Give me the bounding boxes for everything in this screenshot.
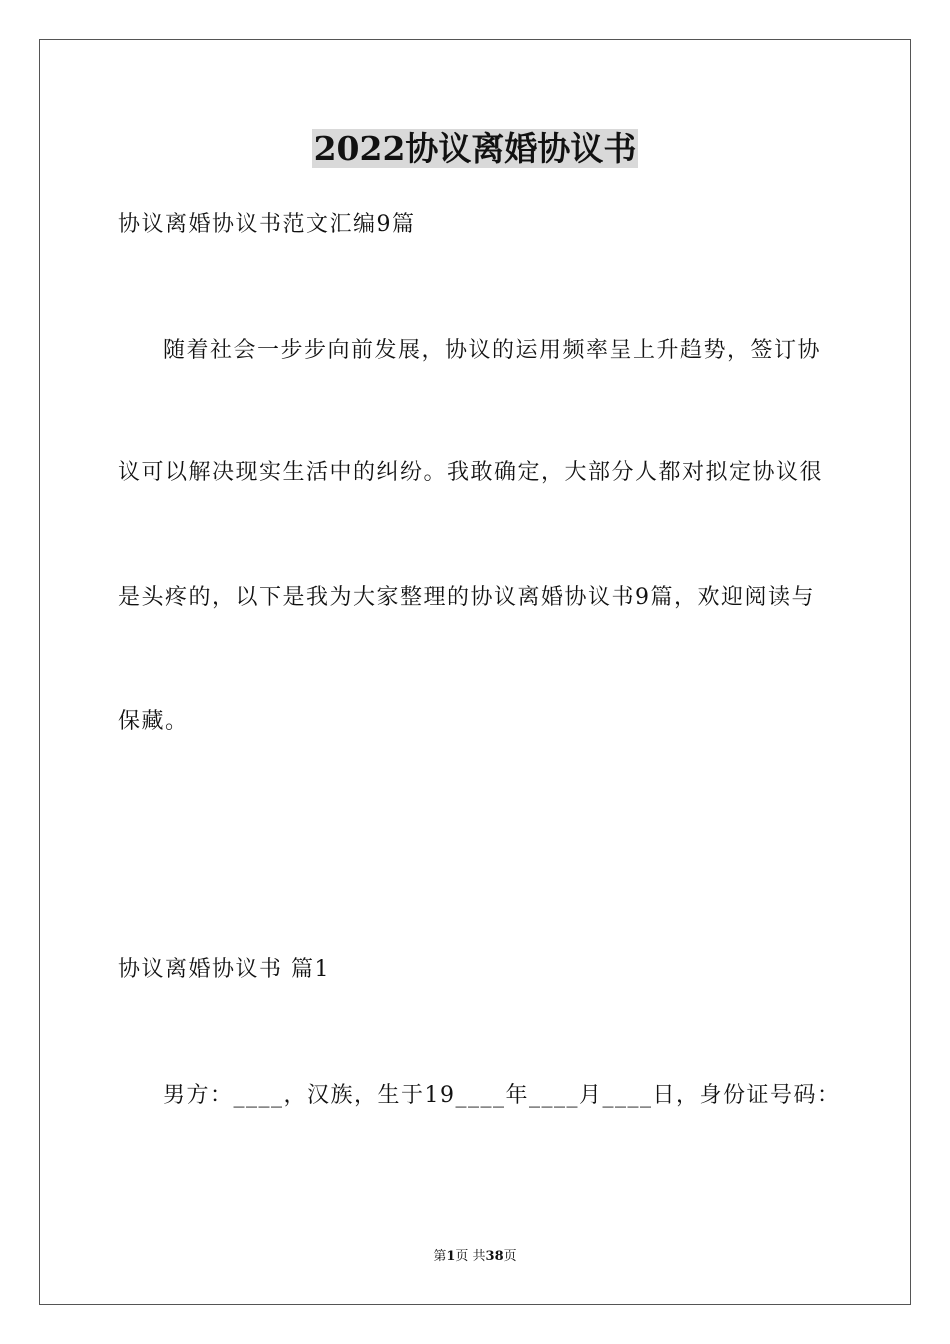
intro-line-4: 保藏。 (118, 709, 189, 734)
intro-line-3: 是头疼的，以下是我为大家整理的协议离婚协议书9篇，欢迎阅读与 (118, 585, 815, 610)
intro-line-2: 议可以解决现实生活中的纠纷。我敢确定，大部分人都对拟定协议很 (118, 460, 824, 485)
footer-suffix: 页 (503, 1249, 517, 1264)
footer-mid: 页 共 (455, 1249, 486, 1264)
footer-prefix: 第 (433, 1249, 447, 1264)
page-footer (0, 1248, 950, 1266)
document-subtitle: 协议离婚协议书范文汇编9篇 (118, 212, 416, 237)
footer-total-pages: 38 (485, 1249, 504, 1264)
intro-line-1: 随着社会一步步向前发展，协议的运用频率呈上升趋势，签订协 (163, 338, 822, 363)
document-title-text: 2022协议离婚协议书 (313, 129, 637, 168)
footer-page-number: 1 (446, 1249, 456, 1264)
document-title (0, 128, 950, 170)
male-party-line: 男方：____，汉族，生于19____年____月____日，身份证号码： (163, 1083, 841, 1108)
section-heading: 协议离婚协议书 篇1 (118, 957, 330, 982)
